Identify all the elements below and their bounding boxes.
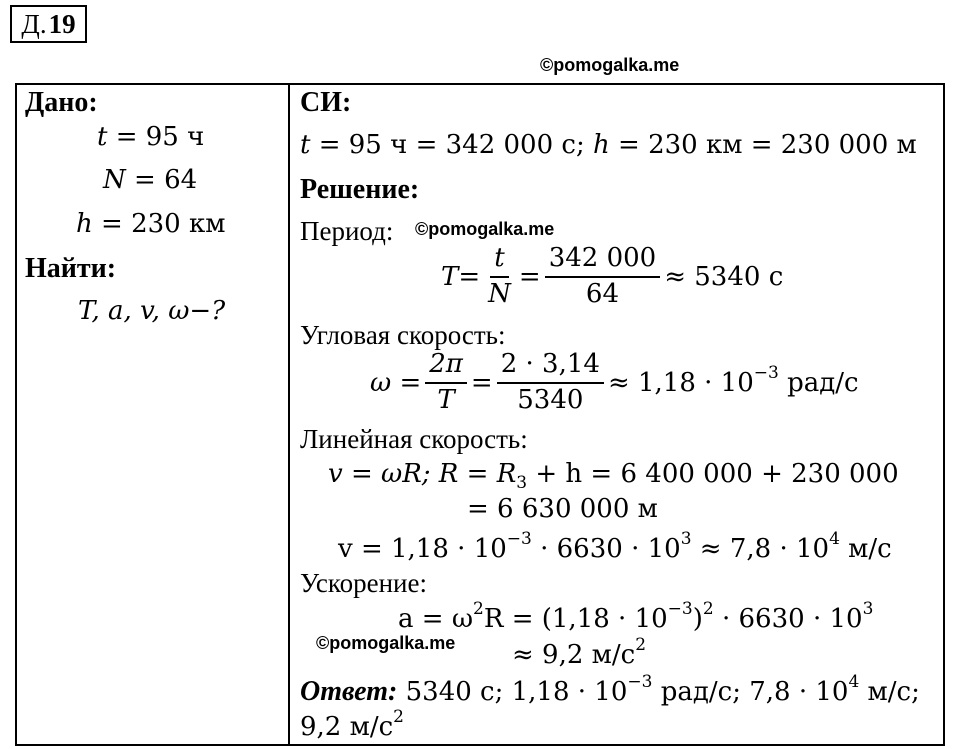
watermark-middle: ©pomogalka.me: [415, 219, 555, 239]
linear-line-1: v = ωR; $R = R_3 + h = 6$ 400 000 + 230 000: [328, 459, 899, 493]
si-line: t = 95 ч = 342 000 с; h = 230 км = 230 000 м: [300, 130, 917, 160]
given-title: Дано:: [25, 87, 98, 118]
given-t: t = 95 ч: [97, 122, 205, 152]
find-expr: T, a, v, ω−?: [78, 296, 226, 326]
accel-line-1: $a = \omega^2R = (1,18 \cdot 10^{-3})^2 \cdot 6630 \cdot 10^3$: [398, 599, 874, 634]
given-h: h = 230 км: [76, 209, 226, 239]
period-formula: T = $\frac{t}{N}$ = $\frac{342 000}{64}$ ≈ 5340 с: [441, 243, 784, 309]
answer-line-1: Ответ: 5340 с; $1,18 \cdot 10^{-3}$ рад/с; $7,8 \cdot 10^4$ м/с;: [300, 672, 920, 707]
angular-label: Угловая скорость:: [300, 320, 506, 350]
period-label: Период:: [300, 216, 394, 246]
linear-line-2: = 6 630 000 м: [467, 494, 658, 524]
solution-title: Решение:: [300, 174, 420, 205]
given-N: N = 64: [103, 165, 198, 195]
table-divider: [288, 83, 290, 746]
task-number: [10, 5, 87, 43]
find-title: Найти:: [25, 253, 117, 284]
task-prefix: Д.: [21, 8, 47, 39]
linear-label: Линейная скорость:: [300, 424, 528, 454]
watermark-bottom: ©pomogalka.me: [316, 633, 456, 653]
linear-line-3: $v = 1,18 \cdot 10^{-3} \cdot 6630 \cdot 10^3 \approx 7,8 \cdot 10^4$ м/с: [338, 529, 892, 564]
answer-label: Ответ:: [300, 676, 398, 707]
answer-line-2: 9,2 $м/с^2$: [300, 707, 404, 742]
watermark-top: ©pomogalka.me: [540, 55, 680, 75]
si-title: СИ:: [300, 87, 352, 118]
accel-line-2: ≈ 9,2 $м/с^2$: [512, 635, 647, 670]
angular-formula: ω = $\frac{2\pi}{T}$ = $\frac{2 \cdot 3,14}{5340}$ ≈ $1,18 \cdot 10^{-3}$ рад/с: [370, 349, 859, 415]
task-number-value: 19: [48, 8, 76, 39]
accel-label: Ускорение:: [300, 568, 427, 598]
